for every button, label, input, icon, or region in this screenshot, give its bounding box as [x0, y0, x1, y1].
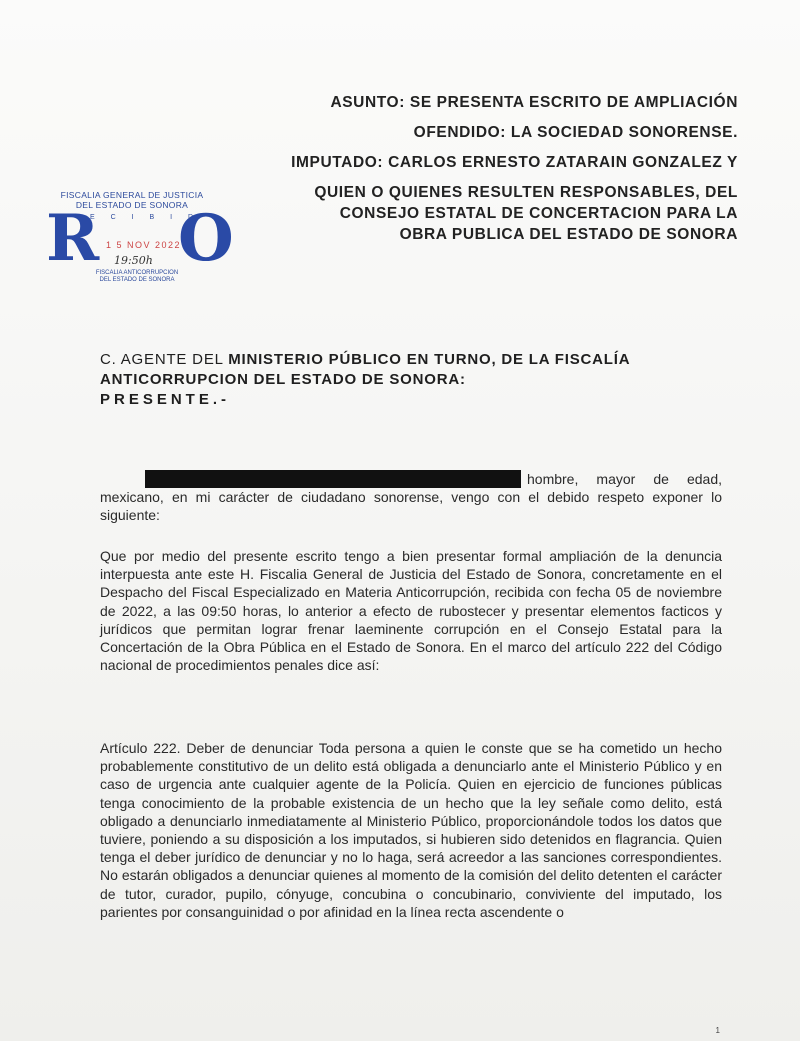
redacted-name	[145, 470, 521, 488]
responsables-line-2: CONSEJO ESTATAL DE CONCERTACION PARA LA	[339, 205, 738, 222]
page-number: 1	[715, 1026, 720, 1035]
imputado-line: IMPUTADO: CARLOS ERNESTO ZATARAIN GONZALEZ Y	[291, 154, 738, 171]
paragraph-ampliacion: Que por medio del presente escrito tengo a bien presentar formal ampliación de la denuncia interpuesta ante este H. Fiscalia General de Justicia del Estado de Sonora, concretamente en el Despacho del Fiscal Especializado en Materia Anticorrupción, recibida con fecha 05 de noviembre de 2022, a las 09:50 horas, lo anterior a efecto de rubostecer y presentar elementos facticos y jurídicos que permitan lograr frenar laeminente corrupción en el Consejo Estatal para la Concertación de la Obra Pública en el Estado de Sonora. En el marco del artículo 222 del Código nacional de procedimientos penales dice así:	[100, 548, 722, 674]
stamp-letter-o: O	[178, 201, 234, 276]
stamp-date: 1 5 NOV 2022	[106, 240, 182, 250]
asunto-line: ASUNTO: SE PRESENTA ESCRITO DE AMPLIACIÓN	[330, 94, 738, 111]
stamp-signature: 19:50h	[114, 254, 153, 267]
paragraph-articulo-222: Artículo 222. Deber de denunciar Toda persona a quien le conste que se ha cometido un hecho probablemente constitutivo de un delito está obligada a denunciarlo ante el Ministerio Público y en caso de urgencia ante cualquier agente de la Policía. Quien en ejercicio de funciones públicas tenga conocimiento de la probable existencia de un hecho que la ley señale como delito, está obligado a denunciarlo inmediatamente al Ministerio Público, proporcionándole todos los datos que tuviere, poniendo a su disposición a los imputados, si hubieren sido detenidos en flagrancia. Quien tenga el deber jurídico de denunciar y no lo haga, será acreedor a las sanciones correspondientes. No estarán obligados a denunciar quienes al momento de la comisión del delito detenten el carácter de tutor, curador, pupilo, cónyuge, concubina o concubinario, conviviente del imputado, los parientes por consanguinidad o por afinidad en la línea recta ascendente o	[100, 740, 722, 920]
responsables-line-1: QUIEN O QUIENES RESULTEN RESPONSABLES, DEL	[314, 184, 738, 201]
stamp-recibido: E C I B I D	[90, 214, 201, 221]
responsables-block	[178, 182, 738, 245]
stamp-org-bottom-line-2: DEL ESTADO DE SONORA	[99, 277, 175, 283]
addressee-prefix: C. AGENTE DEL	[100, 351, 229, 368]
case-header	[178, 88, 738, 245]
presente-line: PRESENTE.-	[100, 391, 231, 408]
addressee-ministerio: MINISTERIO PÚBLICO EN TURNO, DE LA FISCALÍA	[228, 351, 631, 368]
received-stamp	[44, 190, 234, 290]
responsables-line-3: OBRA PUBLICA DEL ESTADO DE SONORA	[399, 226, 738, 243]
stamp-org-line-2: DEL ESTADO DE SONORA	[75, 200, 189, 210]
addressee-line-2: ANTICORRUPCION DEL ESTADO DE SONORA:	[100, 371, 466, 388]
stamp-letter-r: R	[46, 201, 100, 276]
addressee-line-1	[100, 350, 738, 370]
ofendido-line: OFENDIDO: LA SOCIEDAD SONORENSE.	[413, 124, 738, 141]
paragraph-intro-text: hombre, mayor de edad, mexicano, en mi carácter de ciudadano sonorense, vengo con el debido respeto exponer lo siguiente:	[100, 471, 722, 524]
stamp-org-bottom-line-1: FISCALIA ANTICORRUPCION	[95, 270, 179, 276]
stamp-org-line-1: FISCALIA GENERAL DE JUSTICIA	[60, 190, 204, 200]
stamp-org-bottom	[92, 270, 182, 284]
addressee-block	[100, 350, 738, 410]
paragraph-intro	[100, 470, 722, 525]
